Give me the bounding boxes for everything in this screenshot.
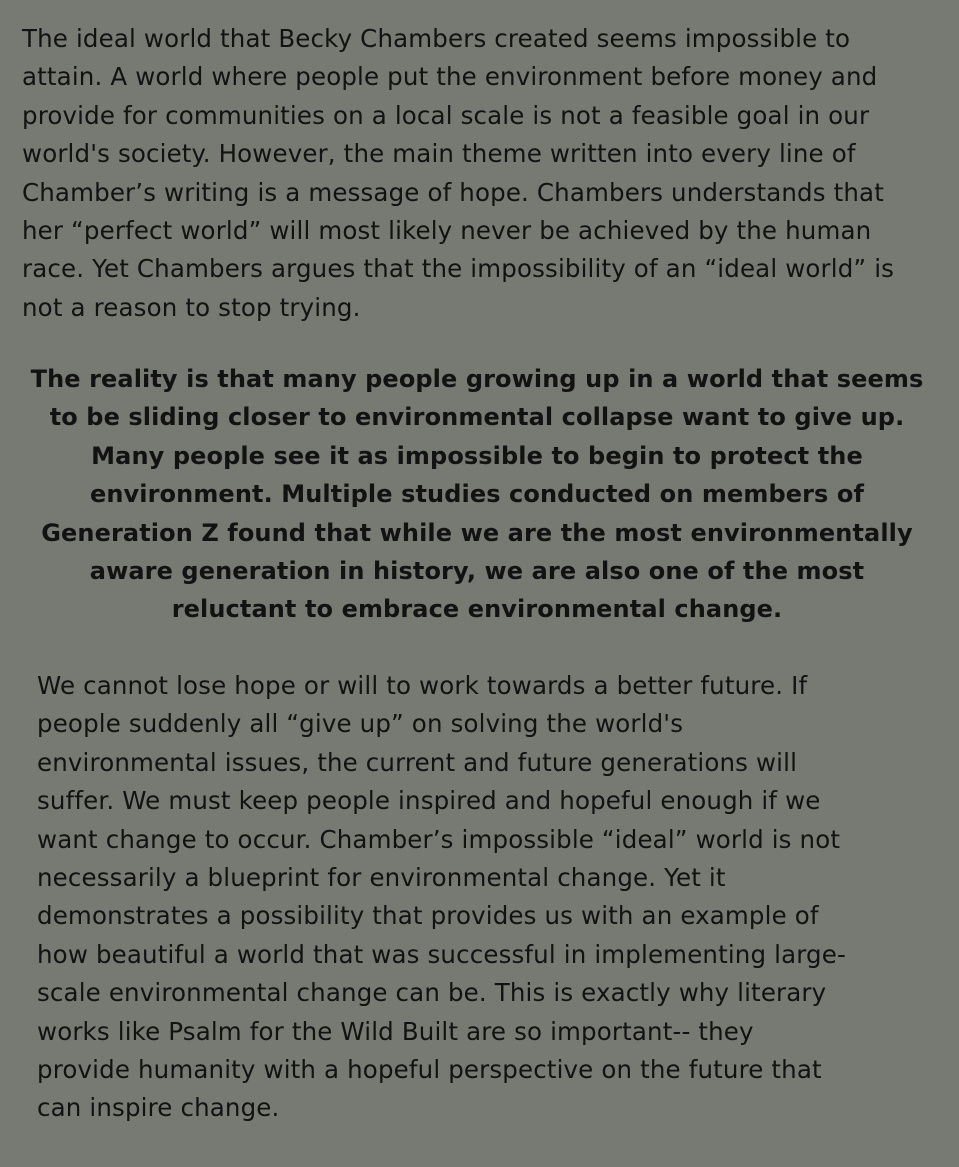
paragraph-ideal-world: The ideal world that Becky Chambers created seems impossible to attain. A world where people put the environment before money and provide for communities on a local scale is not a feasible goal in our world's society. However, the main theme written into every line of Chamber’s writing is a message of hope. Chambers understands that her “perfect world” will most likely never be achieved by the human race. Yet Chambers argues that the impossibility of an “ideal world” is not a reason to stop trying. (22, 24, 895, 322)
paragraph-conclusion: We cannot lose hope or will to work towards a better future. If people suddenly all “give up” on solving the world's environmental issues, the current and future generations will suffer. We must keep people inspired and hopeful enough if we want change to occur. Chamber’s impossible “ideal” world is not necessarily a blueprint for environmental change. Yet it demonstrates a possibility that provides us with an example of how beautiful a world that was successful in implementing large- scale environmental change can be. This is exactly why literary works like Psalm for the Wild Built are so important-- they provide humanity with a hopeful perspective on the future that can inspire change. (37, 671, 846, 1123)
paragraph-highlight-quote: The reality is that many people growing up in a world that seems to be sliding closer to environmental collapse want to give up. Many people see it as impossible to begin to protect the environment. Multiple studies conducted on members of Generation Z found that while we are the most environmentally aware generation in history, we are also one of the most reluctant to embrace environmental change. (30, 365, 924, 624)
